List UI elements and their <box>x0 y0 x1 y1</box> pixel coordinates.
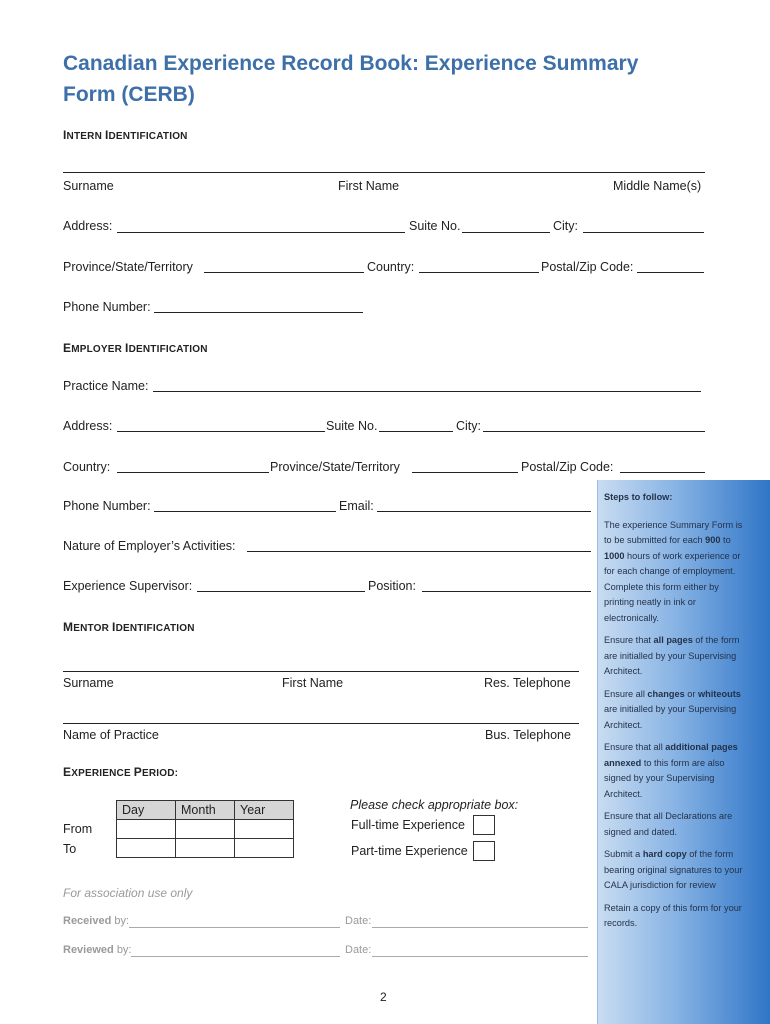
intern-first-name-label: First Name <box>338 179 400 193</box>
intern-surname-label: Surname <box>63 179 114 193</box>
page-title: Canadian Experience Record Book: Experience Summary Form (CERB) <box>63 52 639 106</box>
mentor-name-line[interactable] <box>63 671 579 672</box>
intern-postal-label: Postal/Zip Code: <box>541 260 634 274</box>
sidebar-step-additional-pages: Ensure that all additional pages annexed to this form are also signed by your Supervising Architect. <box>604 742 738 799</box>
to-year-cell[interactable] <box>235 839 294 858</box>
sidebar-heading: Steps to follow: <box>604 492 673 502</box>
from-year-cell[interactable] <box>235 820 294 839</box>
year-column-header: Year <box>235 801 294 820</box>
employer-email-label: Email: <box>339 499 374 513</box>
to-day-cell[interactable] <box>117 839 176 858</box>
part-time-label: Part-time Experience <box>351 844 468 858</box>
employer-province-field[interactable] <box>412 472 518 473</box>
intern-province-field[interactable] <box>204 272 364 273</box>
intern-country-field[interactable] <box>419 272 539 273</box>
sidebar-step-submit-each: The experience Summary Form is to be submitted for each 900 to 1000 hours of work experience or for each change of employment. Complete this form either by printing neatly in ink or electronically. <box>604 519 743 623</box>
mentor-surname-label: Surname <box>63 676 114 690</box>
reviewed-date-field[interactable] <box>372 956 588 957</box>
intern-address-label: Address: <box>63 219 113 233</box>
date-table <box>116 800 294 858</box>
full-time-label: Full-time Experience <box>351 818 465 832</box>
employer-city-field[interactable] <box>483 431 705 432</box>
to-label: To <box>63 842 77 856</box>
employer-province-label: Province/State/Territory <box>270 460 400 474</box>
mentor-practice-name-label: Name of Practice <box>63 728 159 742</box>
reviewed-date-label: Date: <box>345 944 372 956</box>
mentor-res-phone-label: Res. Telephone <box>484 676 571 690</box>
from-month-cell[interactable] <box>176 820 235 839</box>
employer-position-label: Position: <box>368 579 416 593</box>
mentor-first-name-label: First Name <box>282 676 344 690</box>
day-column-header: Day <box>117 801 176 820</box>
reviewed-label: Reviewed by: <box>63 944 132 956</box>
from-day-cell[interactable] <box>117 820 176 839</box>
sidebar-step-retain-copy: Retain a copy of this form for your records. <box>604 902 742 928</box>
received-by-field[interactable] <box>129 927 340 928</box>
to-month-cell[interactable] <box>176 839 235 858</box>
mentor-section-heading: MENTOR IDENTIFICATION <box>63 620 195 634</box>
mentor-practice-line[interactable] <box>63 723 579 724</box>
employer-email-field[interactable] <box>377 511 591 512</box>
intern-address-field[interactable] <box>117 232 405 233</box>
employer-address-label: Address: <box>63 419 113 433</box>
sidebar-step-changes: Ensure all changes or whiteouts are initialled by your Supervising Architect. <box>604 688 741 730</box>
intern-suite-field[interactable] <box>462 232 550 233</box>
employer-practice-name-label: Practice Name: <box>63 379 149 393</box>
employer-address-field[interactable] <box>117 431 325 432</box>
month-column-header: Month <box>176 801 235 820</box>
employer-suite-label: Suite No. <box>326 419 378 433</box>
period-section-heading: EXPERIENCE PERIOD: <box>63 765 179 779</box>
employer-phone-field[interactable] <box>154 511 336 512</box>
page-number: 2 <box>380 990 387 1004</box>
reviewed-by-field[interactable] <box>131 956 340 957</box>
employer-supervisor-label: Experience Supervisor: <box>63 579 193 593</box>
employer-practice-name-field[interactable] <box>153 391 701 392</box>
steps-sidebar <box>597 480 770 1024</box>
employer-phone-label: Phone Number: <box>63 499 151 513</box>
received-date-label: Date: <box>345 915 372 927</box>
employer-nature-label: Nature of Employer’s Activities: <box>63 539 236 553</box>
part-time-checkbox[interactable] <box>473 841 495 861</box>
intern-city-label: City: <box>553 219 578 233</box>
intern-suite-label: Suite No. <box>409 219 461 233</box>
intern-name-line[interactable] <box>63 172 705 173</box>
sidebar-step-hard-copy: Submit a hard copy of the form bearing original signatures to your CALA jurisdiction for review <box>604 849 743 890</box>
sidebar-step-declarations: Ensure that all Declarations are signed and dated. <box>604 811 733 837</box>
intern-section-heading: INTERN IDENTIFICATION <box>63 128 188 142</box>
association-heading: For association use only <box>63 886 193 900</box>
intern-phone-field[interactable] <box>154 312 363 313</box>
employer-city-label: City: <box>456 419 481 433</box>
employer-postal-label: Postal/Zip Code: <box>521 460 614 474</box>
full-time-checkbox[interactable] <box>473 815 495 835</box>
employer-nature-field[interactable] <box>247 551 591 552</box>
employer-position-field[interactable] <box>422 591 591 592</box>
intern-city-field[interactable] <box>583 232 704 233</box>
mentor-bus-phone-label: Bus. Telephone <box>485 728 571 742</box>
intern-country-label: Country: <box>367 260 415 274</box>
check-prompt: Please check appropriate box: <box>350 798 519 812</box>
employer-section-heading: EMPLOYER IDENTIFICATION <box>63 341 208 355</box>
employer-supervisor-field[interactable] <box>197 591 365 592</box>
intern-middle-names-label: Middle Name(s) <box>613 179 702 193</box>
from-label: From <box>63 822 93 836</box>
sidebar-step-all-pages: Ensure that all pages of the form are initialled by your Supervising Architect. <box>604 635 740 676</box>
received-label: Received by: <box>63 915 130 927</box>
received-date-field[interactable] <box>372 927 588 928</box>
intern-province-label: Province/State/Territory <box>63 260 193 274</box>
intern-phone-label: Phone Number: <box>63 300 151 314</box>
employer-country-label: Country: <box>63 460 111 474</box>
intern-postal-field[interactable] <box>637 272 704 273</box>
employer-suite-field[interactable] <box>379 431 453 432</box>
employer-country-field[interactable] <box>117 472 269 473</box>
employer-postal-field[interactable] <box>620 472 705 473</box>
